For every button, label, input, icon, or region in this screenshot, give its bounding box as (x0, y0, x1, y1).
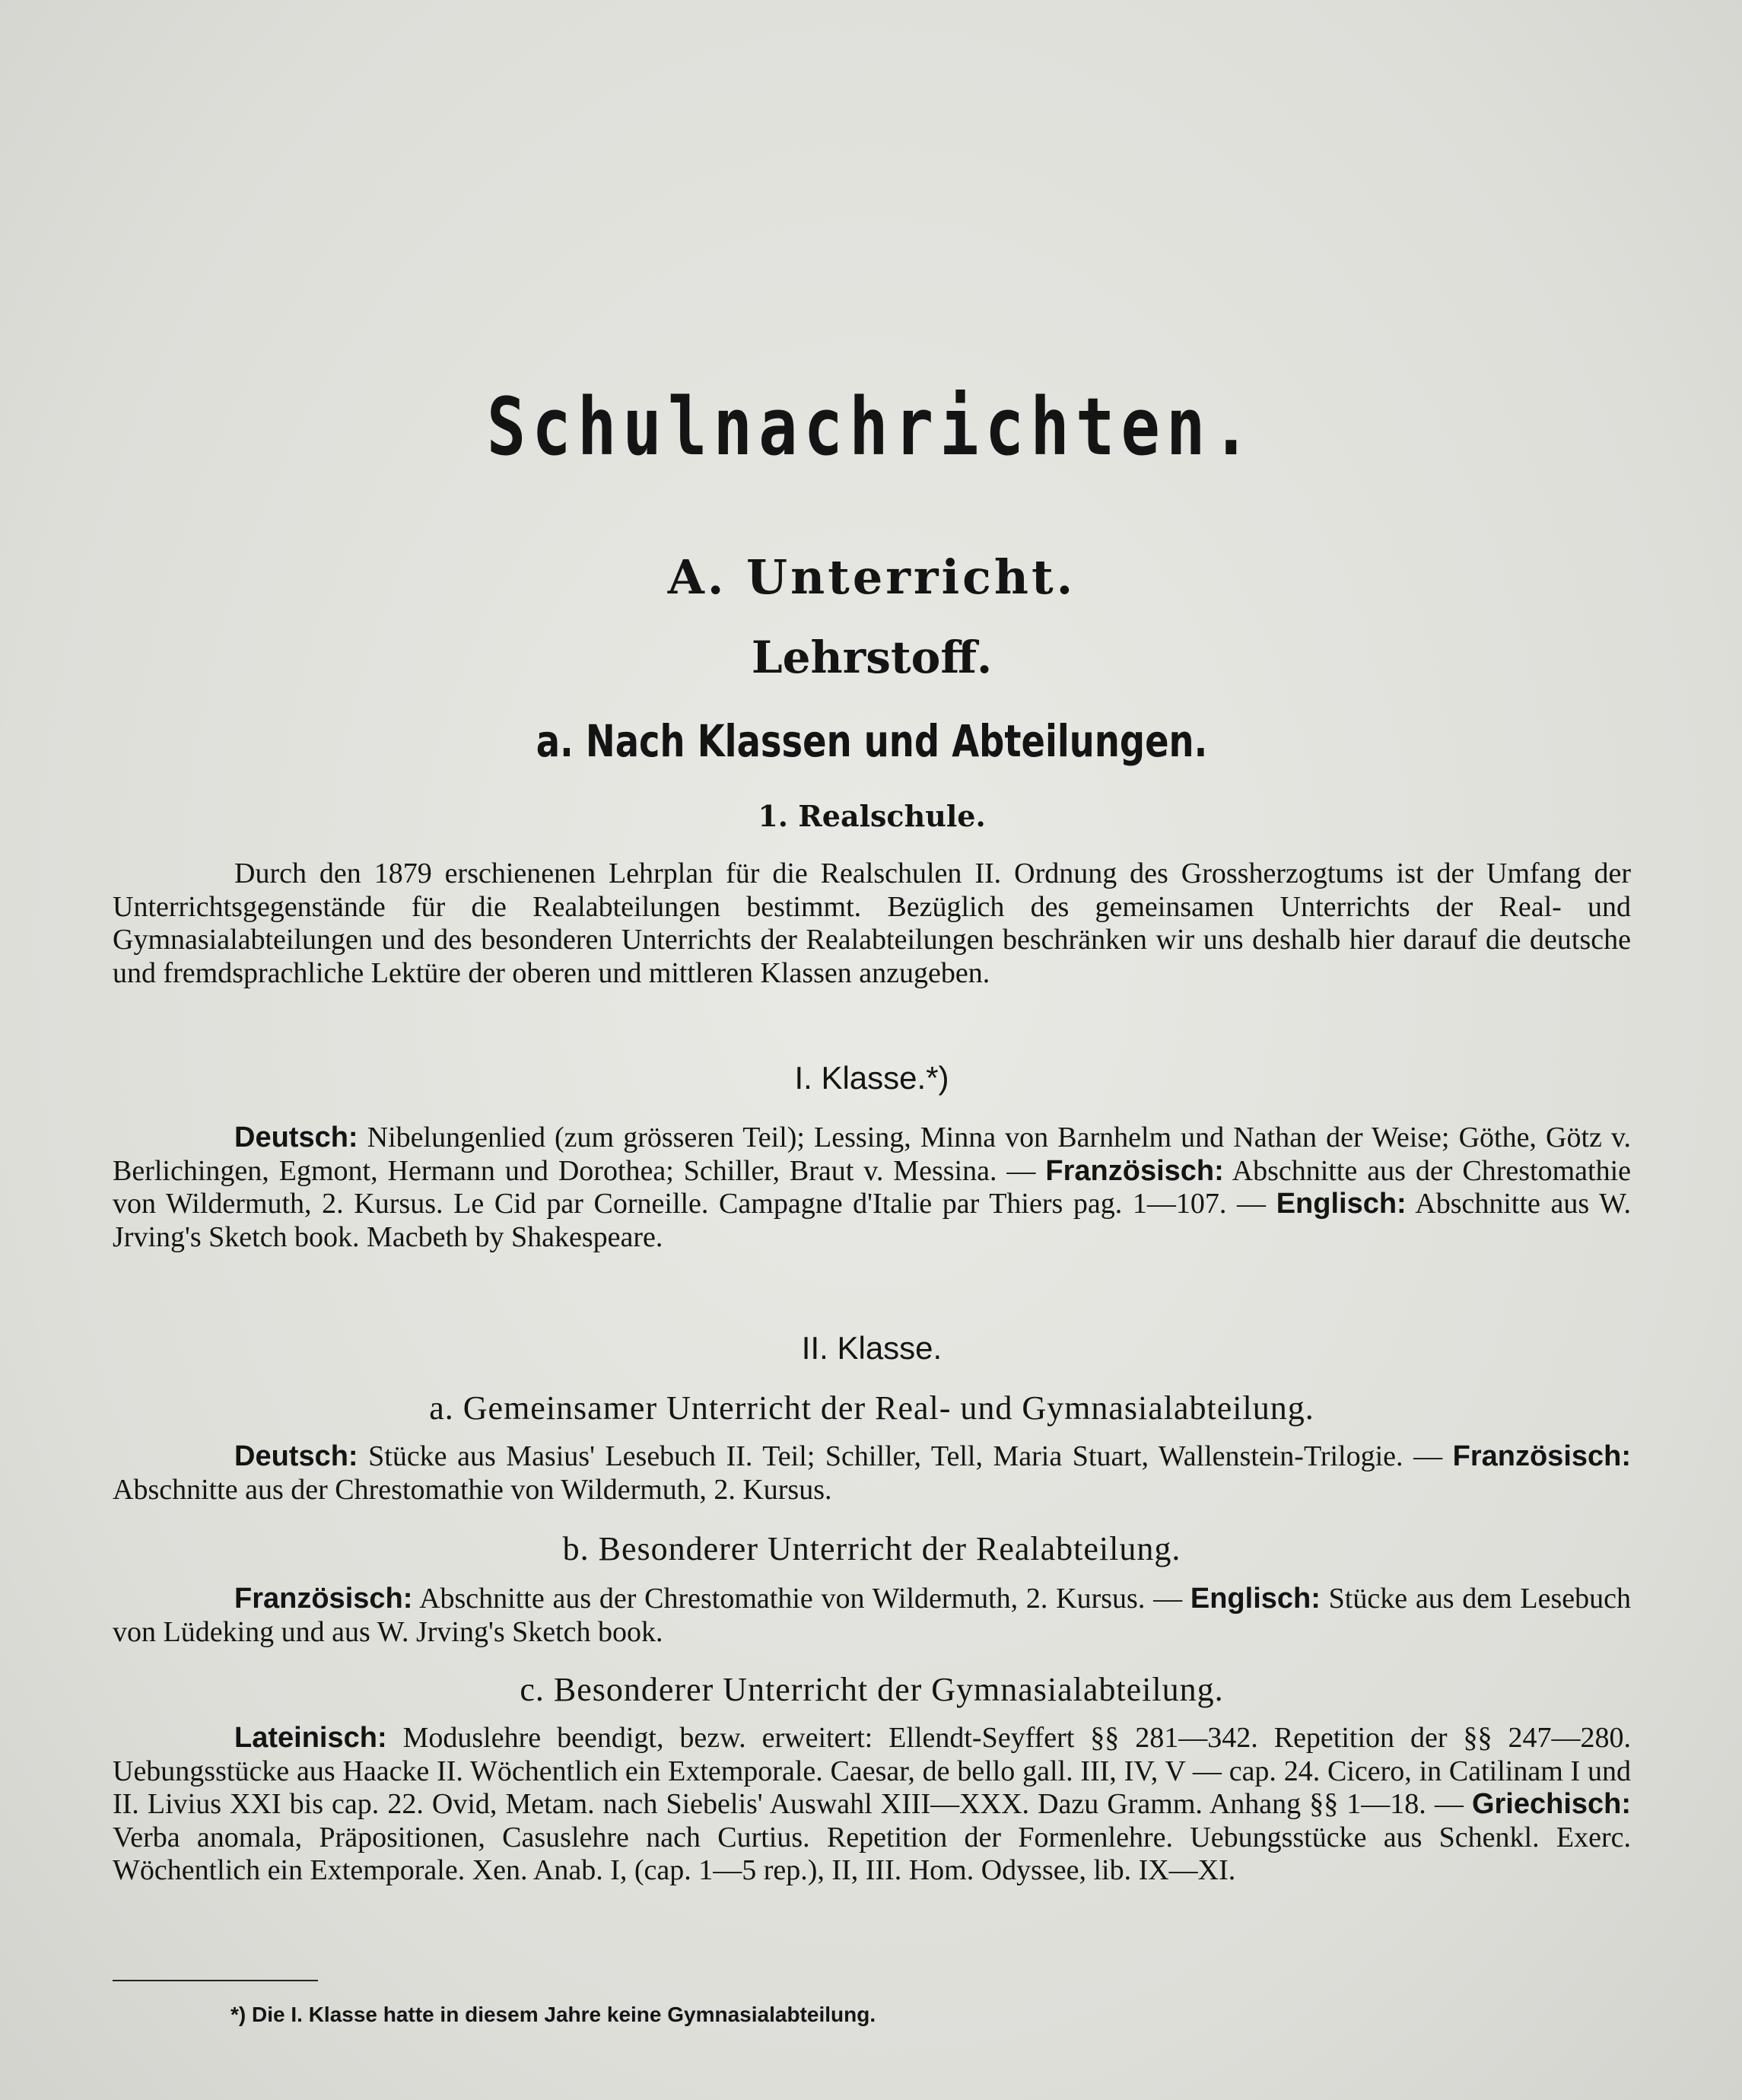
subject-text: Stücke aus Masius' Lesebuch II. Teil; Schiller, Tell, Maria Stuart, Wallenstein-Trilogie. — (368, 1440, 1443, 1472)
page-title: Schulnachrichten. (486, 380, 1257, 473)
subsection-heading: Lehrstoff. (751, 632, 993, 683)
subject-label: Deutsch: (234, 1122, 358, 1153)
klasse2-sub-c-heading: c. Besonderer Unterricht der Gymnasialabteilung. (520, 1671, 1224, 1708)
subject-label: Lateinisch: (234, 1722, 387, 1754)
subject-text: Abschnitte aus der Chrestomathie von Wildermuth, 2. Kursus. — (419, 1583, 1183, 1615)
subject-label: Griechisch: (1471, 1788, 1632, 1820)
subject-text: Moduslehre beendigt, bezw. erweitert: Ellendt-Seyffert §§ 281—342. Repetition der §§ 247—280. Uebungsstücke aus Haacke II. Wöchentlich ein Extemporale. Caesar, de bello gall. III, IV, V — cap. 24. Cicero, in Catilinam I und II. Livius XXI bis cap. 22. Ovid, Metam. nach Siebelis' Auswahl XIII—XXX. Dazu Gramm. Anhang §§ 1—18. — (113, 1722, 1631, 1820)
section-heading: A. Unterricht. (667, 549, 1076, 605)
subject-label: Französisch: (1452, 1440, 1632, 1472)
subject-label: Französisch: (1045, 1154, 1224, 1187)
subject-text: Abschnitte aus W. Jrving's Sketch book. Macbeth by Shakespeare. (113, 1188, 1632, 1253)
klasse2-a-paragraph (113, 1440, 1631, 1507)
subject-text: Abschnitte aus der Chrestomathie von Wildermuth, 2. Kursus. Le Cid par Corneille. Campagne d'Italie par Thiers pag. 1—107. — (113, 1154, 1631, 1220)
part-heading: a. Nach Klassen und Abteilungen. (536, 715, 1208, 767)
klasse2-b-paragraph (113, 1583, 1631, 1649)
subject-label: Französisch: (234, 1583, 413, 1615)
klasse2-c-paragraph (113, 1722, 1631, 1888)
school-heading: 1. Realschule. (758, 799, 986, 833)
subject-label: Englisch: (1190, 1583, 1321, 1615)
klasse1-heading: I. Klasse.*) (794, 1060, 949, 1096)
intro-paragraph: Durch den 1879 erschienenen Lehrplan für die Realschulen II. Ordnung des Grossherzogtums ist der Umfang der Unterrichtsgegenstände für die Realabteilungen bestimmt. Bezüglich des gemeinsamen Unterrichts der Real- und Gymnasialabteilungen und des besonderen Unterrichts der Realabteilungen beschränken wir uns deshalb hier darauf die deutsche und fremdsprachliche Lektüre der oberen und mittleren Klassen anzugeben. (113, 858, 1631, 989)
subject-text: Verba anomala, Präpositionen, Casuslehre nach Curtius. Repetition der Formenlehre. Uebungsstücke aus Schenkl. Exerc. Wöchentlich ein Extemporale. Xen. Anab. I, (cap. 1—5 rep.), II, III. Hom. Odyssee, lib. IX—XI. (113, 1821, 1631, 1886)
klasse2-heading: II. Klasse. (801, 1330, 943, 1366)
footnote: *) Die I. Klasse hatte in diesem Jahre keine Gymnasialabteilung. (230, 2003, 876, 2026)
subject-label: Englisch: (1276, 1188, 1407, 1220)
subject-text: Abschnitte aus der Chrestomathie von Wildermuth, 2. Kursus. (113, 1473, 832, 1506)
subject-text: Nibelungenlied (zum grösseren Teil); Lessing, Minna von Barnhelm und Nathan der Weise; Göthe, Götz v. Berlichingen, Egmont, Hermann und Dorothea; Schiller, Braut v. Messina. — (113, 1122, 1632, 1187)
klasse2-sub-a-heading: a. Gemeinsamer Unterricht der Real- und Gymnasialabteilung. (429, 1389, 1314, 1427)
klasse1-paragraph (113, 1122, 1631, 1254)
subject-label: Deutsch: (234, 1440, 358, 1472)
footnote-divider (113, 1980, 318, 1981)
klasse2-sub-b-heading: b. Besonderer Unterricht der Realabteilung. (562, 1530, 1181, 1567)
subject-text: Stücke aus dem Lesebuch von Lüdeking und aus W. Jrving's Sketch book. (113, 1583, 1632, 1648)
